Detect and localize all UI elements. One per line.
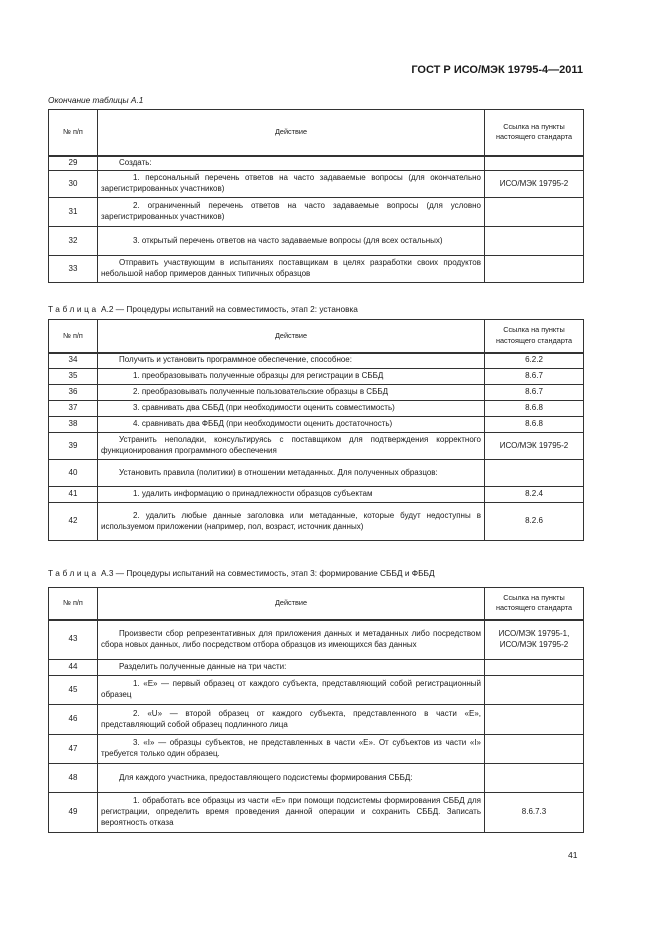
row-ref (485, 676, 584, 705)
row-ref: 8.2.6 (485, 503, 584, 541)
col-action-header: Действие (98, 320, 485, 353)
row-num: 42 (49, 503, 98, 541)
table3-caption (48, 568, 435, 578)
col-num-header: № п/п (49, 320, 98, 353)
row-action: 2. удалить любые данные заголовка или метаданные, которые будут недоступны в используемом приложении (например, пол, возраст, источник данных) (98, 503, 485, 541)
table-row (49, 705, 584, 735)
row-ref (485, 735, 584, 764)
row-action: 1. удалить информацию о принадлежности образцов субъектам (98, 487, 485, 503)
document-id: ГОСТ Р ИСО/МЭК 19795-4—2011 (411, 64, 583, 76)
row-ref: 8.6.8 (485, 401, 584, 417)
row-action: Создать: (98, 156, 485, 171)
col-ref-header: Ссылка на пункты настоящего стандарта (485, 110, 584, 156)
row-num: 39 (49, 433, 98, 460)
table-row (49, 385, 584, 401)
table-header-row (49, 588, 584, 620)
table-row (49, 433, 584, 460)
row-action: 1. «E» — первый образец от каждого субъекта, представляющий собой регистрационный образец (98, 676, 485, 705)
row-num: 48 (49, 764, 98, 793)
row-action: Получить и установить программное обеспечение, способное: (98, 353, 485, 369)
col-ref-header: Ссылка на пункты настоящего стандарта (485, 320, 584, 353)
table-row (49, 401, 584, 417)
row-num: 47 (49, 735, 98, 764)
row-action: 1. преобразовывать полученные образцы для регистрации в СББД (98, 369, 485, 385)
table-row (49, 369, 584, 385)
row-ref: ИСО/МЭК 19795-2 (485, 171, 584, 198)
table-header-row (49, 320, 584, 353)
table-a3 (48, 587, 584, 833)
row-action: Отправить участвующим в испытаниях поставщикам в целях разработки своих продуктов небольшой набор примеров данных типичных образцов (98, 256, 485, 283)
row-ref: 8.6.8 (485, 417, 584, 433)
table-row (49, 503, 584, 541)
row-num: 43 (49, 620, 98, 660)
row-num: 44 (49, 660, 98, 676)
row-num: 38 (49, 417, 98, 433)
row-action: 3. сравнивать два СББД (при необходимости оценить совместимость) (98, 401, 485, 417)
row-ref: ИСО/МЭК 19795-1, ИСО/МЭК 19795-2 (485, 620, 584, 660)
row-action: Установить правила (политики) в отношении метаданных. Для полученных образцов: (98, 460, 485, 487)
page-number: 41 (568, 850, 578, 860)
col-action-header: Действие (98, 588, 485, 620)
row-action: 2. «U» — второй образец от каждого субъекта, представленного в части «E», представляющий собой образец подлинного лица (98, 705, 485, 735)
row-ref (485, 198, 584, 227)
row-ref: 8.2.4 (485, 487, 584, 503)
table-row (49, 417, 584, 433)
col-action-header: Действие (98, 110, 485, 156)
row-num: 37 (49, 401, 98, 417)
table-row (49, 676, 584, 705)
table-row (49, 227, 584, 256)
row-num: 34 (49, 353, 98, 369)
row-ref (485, 764, 584, 793)
row-action: 4. сравнивать два ФББД (при необходимости оценить достаточность) (98, 417, 485, 433)
row-ref (485, 256, 584, 283)
table-header-row (49, 110, 584, 156)
table2-caption (48, 304, 358, 314)
row-ref: ИСО/МЭК 19795-2 (485, 433, 584, 460)
row-num: 36 (49, 385, 98, 401)
table3-caption-text: А.3 — Процедуры испытаний на совместимость, этап 3: формирование СББД и ФББД (101, 568, 435, 578)
table1-caption: Окончание таблицы А.1 (48, 95, 144, 105)
table-row (49, 620, 584, 660)
row-ref (485, 227, 584, 256)
row-ref (485, 660, 584, 676)
table-a1 (48, 109, 584, 283)
table-row (49, 487, 584, 503)
row-action: 2. преобразовывать полученные пользовательские образцы в СББД (98, 385, 485, 401)
row-action: 3. «I» — образцы субъектов, не представленных в части «E». От субъектов из части «I» требуется только один образец. (98, 735, 485, 764)
row-action: 1. обработать все образцы из части «E» при помощи подсистемы формирования СББД для регистрации, определить время проведения данной операции и сохранить СББД. Записать вероятность отказа (98, 793, 485, 833)
row-ref: 8.6.7 (485, 369, 584, 385)
row-num: 40 (49, 460, 98, 487)
table-row (49, 735, 584, 764)
row-ref (485, 705, 584, 735)
row-num: 45 (49, 676, 98, 705)
row-num: 35 (49, 369, 98, 385)
table-row (49, 171, 584, 198)
row-ref: 8.6.7 (485, 385, 584, 401)
table2-caption-prefix: Таблица (48, 304, 99, 314)
table-a2 (48, 319, 584, 541)
table-row (49, 198, 584, 227)
row-ref (485, 460, 584, 487)
row-num: 30 (49, 171, 98, 198)
row-num: 31 (49, 198, 98, 227)
row-num: 33 (49, 256, 98, 283)
row-num: 29 (49, 156, 98, 171)
col-ref-header: Ссылка на пункты настоящего стандарта (485, 588, 584, 620)
table-row (49, 156, 584, 171)
row-num: 49 (49, 793, 98, 833)
col-num-header: № п/п (49, 110, 98, 156)
row-ref (485, 156, 584, 171)
table-row (49, 764, 584, 793)
table-row (49, 460, 584, 487)
row-action: 1. персональный перечень ответов на часто задаваемые вопросы (для окончательно зарегистрированных участников) (98, 171, 485, 198)
row-num: 41 (49, 487, 98, 503)
table-row (49, 660, 584, 676)
row-num: 32 (49, 227, 98, 256)
row-ref: 8.6.7.3 (485, 793, 584, 833)
row-ref: 6.2.2 (485, 353, 584, 369)
table3-caption-prefix: Таблица (48, 568, 99, 578)
row-action: Разделить полученные данные на три части: (98, 660, 485, 676)
row-action: 2. ограниченный перечень ответов на часто задаваемые вопросы (для условно зарегистрированных участников) (98, 198, 485, 227)
table-row (49, 353, 584, 369)
table-row (49, 256, 584, 283)
row-action: Произвести сбор репрезентативных для приложения данных и метаданных либо посредством сбора новых данных, либо посредством отбора образцов из имеющихся баз данных (98, 620, 485, 660)
row-num: 46 (49, 705, 98, 735)
table2-caption-text: А.2 — Процедуры испытаний на совместимость, этап 2: установка (101, 304, 358, 314)
row-action: 3. открытый перечень ответов на часто задаваемые вопросы (для всех остальных) (98, 227, 485, 256)
row-action: Для каждого участника, предоставляющего подсистемы формирования СББД: (98, 764, 485, 793)
table-row (49, 793, 584, 833)
col-num-header: № п/п (49, 588, 98, 620)
row-action: Устранить неполадки, консультируясь с поставщиком для подтверждения корректного функционирования программного обеспечения (98, 433, 485, 460)
